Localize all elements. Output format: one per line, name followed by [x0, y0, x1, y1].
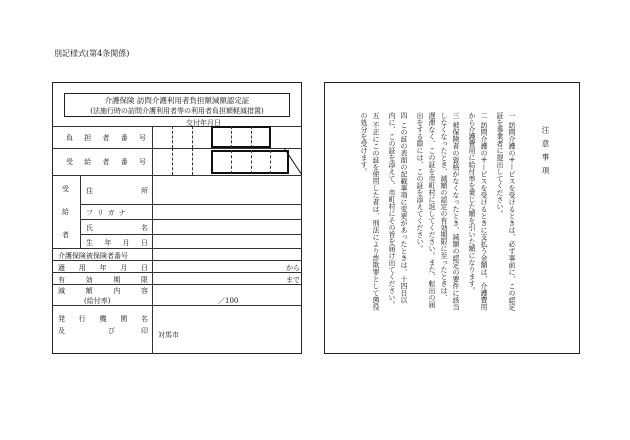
digit-divider — [231, 126, 232, 148]
rule — [52, 175, 302, 176]
digit-divider — [192, 126, 193, 148]
note-line: 一 訪問介護のサービスを受けるときは、必ず事前に、この認定 — [508, 112, 516, 311]
recipient-char-1: 受 — [62, 185, 69, 193]
burden-no-label: 負 担 者 番 号 — [66, 134, 146, 142]
expiry-label: 有 効 期 限 — [58, 276, 148, 284]
digit-divider — [231, 150, 232, 174]
rule — [152, 305, 153, 354]
start-date-label: 適 用 年 月 日 — [58, 264, 148, 272]
burden-no-box — [211, 126, 271, 148]
digit-divider — [251, 150, 252, 174]
recipient-char-3: 者 — [62, 231, 69, 239]
rule — [152, 126, 153, 305]
notes-title: 注意事項 — [541, 126, 550, 180]
note-line: から介護費用に給付率を乗じた額を引いた額になります。 — [468, 112, 476, 294]
benefit-rate-label: (給付率) — [84, 297, 111, 305]
address-label: 住 所 — [86, 187, 148, 195]
certificate-subtitle: (法施行時の訪問介護利用者等の利用者負担額軽減措置) — [90, 107, 264, 115]
note-line: 五 不正にこの証を使用した者は、刑法により詐欺罪として懲役 — [372, 112, 380, 311]
rate-value: ／100 — [218, 297, 239, 305]
birthdate-label: 生 年 月 日 — [86, 239, 148, 247]
recipient-no-label: 受 給 者 番 号 — [66, 158, 146, 166]
furigana-label: フリガナ — [86, 209, 130, 217]
issue-date-label: 交付年月日 — [186, 119, 221, 127]
digit-divider — [270, 150, 271, 174]
note-line: の処分を受けます。 — [360, 112, 368, 175]
insured-no-label: 介護保険被保険者番号 — [58, 252, 128, 260]
digit-divider — [172, 148, 173, 175]
digit-divider — [192, 148, 193, 175]
rule — [80, 175, 81, 248]
issuer-value: 対馬市 — [158, 331, 179, 339]
note-line: 四 この証の表面の記載事項に変更があったときは、十四日以 — [400, 112, 408, 304]
name-label: 氏 名 — [86, 224, 148, 232]
certificate-title: 介護保険 訪問介護利用者負担額減額認定証 — [104, 96, 250, 105]
expiry-suffix: まで — [286, 276, 300, 284]
form-caption: 別記様式(第4条関係) — [54, 49, 130, 58]
rule — [80, 219, 302, 220]
rule — [52, 148, 302, 149]
reduction-label: 減 額 内 容 — [58, 287, 148, 295]
recipient-no-box — [211, 150, 289, 174]
note-line: しなくなったとき、減額の認定の有効期限に至ったときは、 — [440, 112, 448, 301]
note-line: 証を事業者に提出してください。 — [496, 112, 504, 217]
digit-divider — [251, 126, 252, 148]
rule — [80, 234, 302, 235]
note-line: 内に、この証を添えて、市町村にその旨を届け出てください。 — [388, 112, 396, 308]
issuer-label: 発 行 機 関 名 — [58, 315, 148, 323]
issuer-and: 及 — [58, 327, 65, 335]
start-suffix: から — [286, 264, 300, 272]
note-line: 遅滞なく、この証を市町村に返してください。また、転出の届 — [428, 112, 436, 308]
rule — [80, 204, 302, 205]
recipient-char-2: 給 — [62, 208, 69, 216]
rule — [52, 248, 302, 249]
digit-divider — [172, 126, 173, 148]
note-line: 出をする際には、この証を添えてください。 — [416, 112, 424, 252]
note-line: 二 訪問介護のサービスを受けるときに支払う金額は、介護費用 — [480, 112, 488, 311]
note-line: 三 被保険者の資格がなくなったとき、減額の認定の要件に該当 — [452, 112, 460, 311]
seal-label: び 印 — [108, 327, 148, 335]
corner-diagonal-icon — [284, 148, 302, 175]
